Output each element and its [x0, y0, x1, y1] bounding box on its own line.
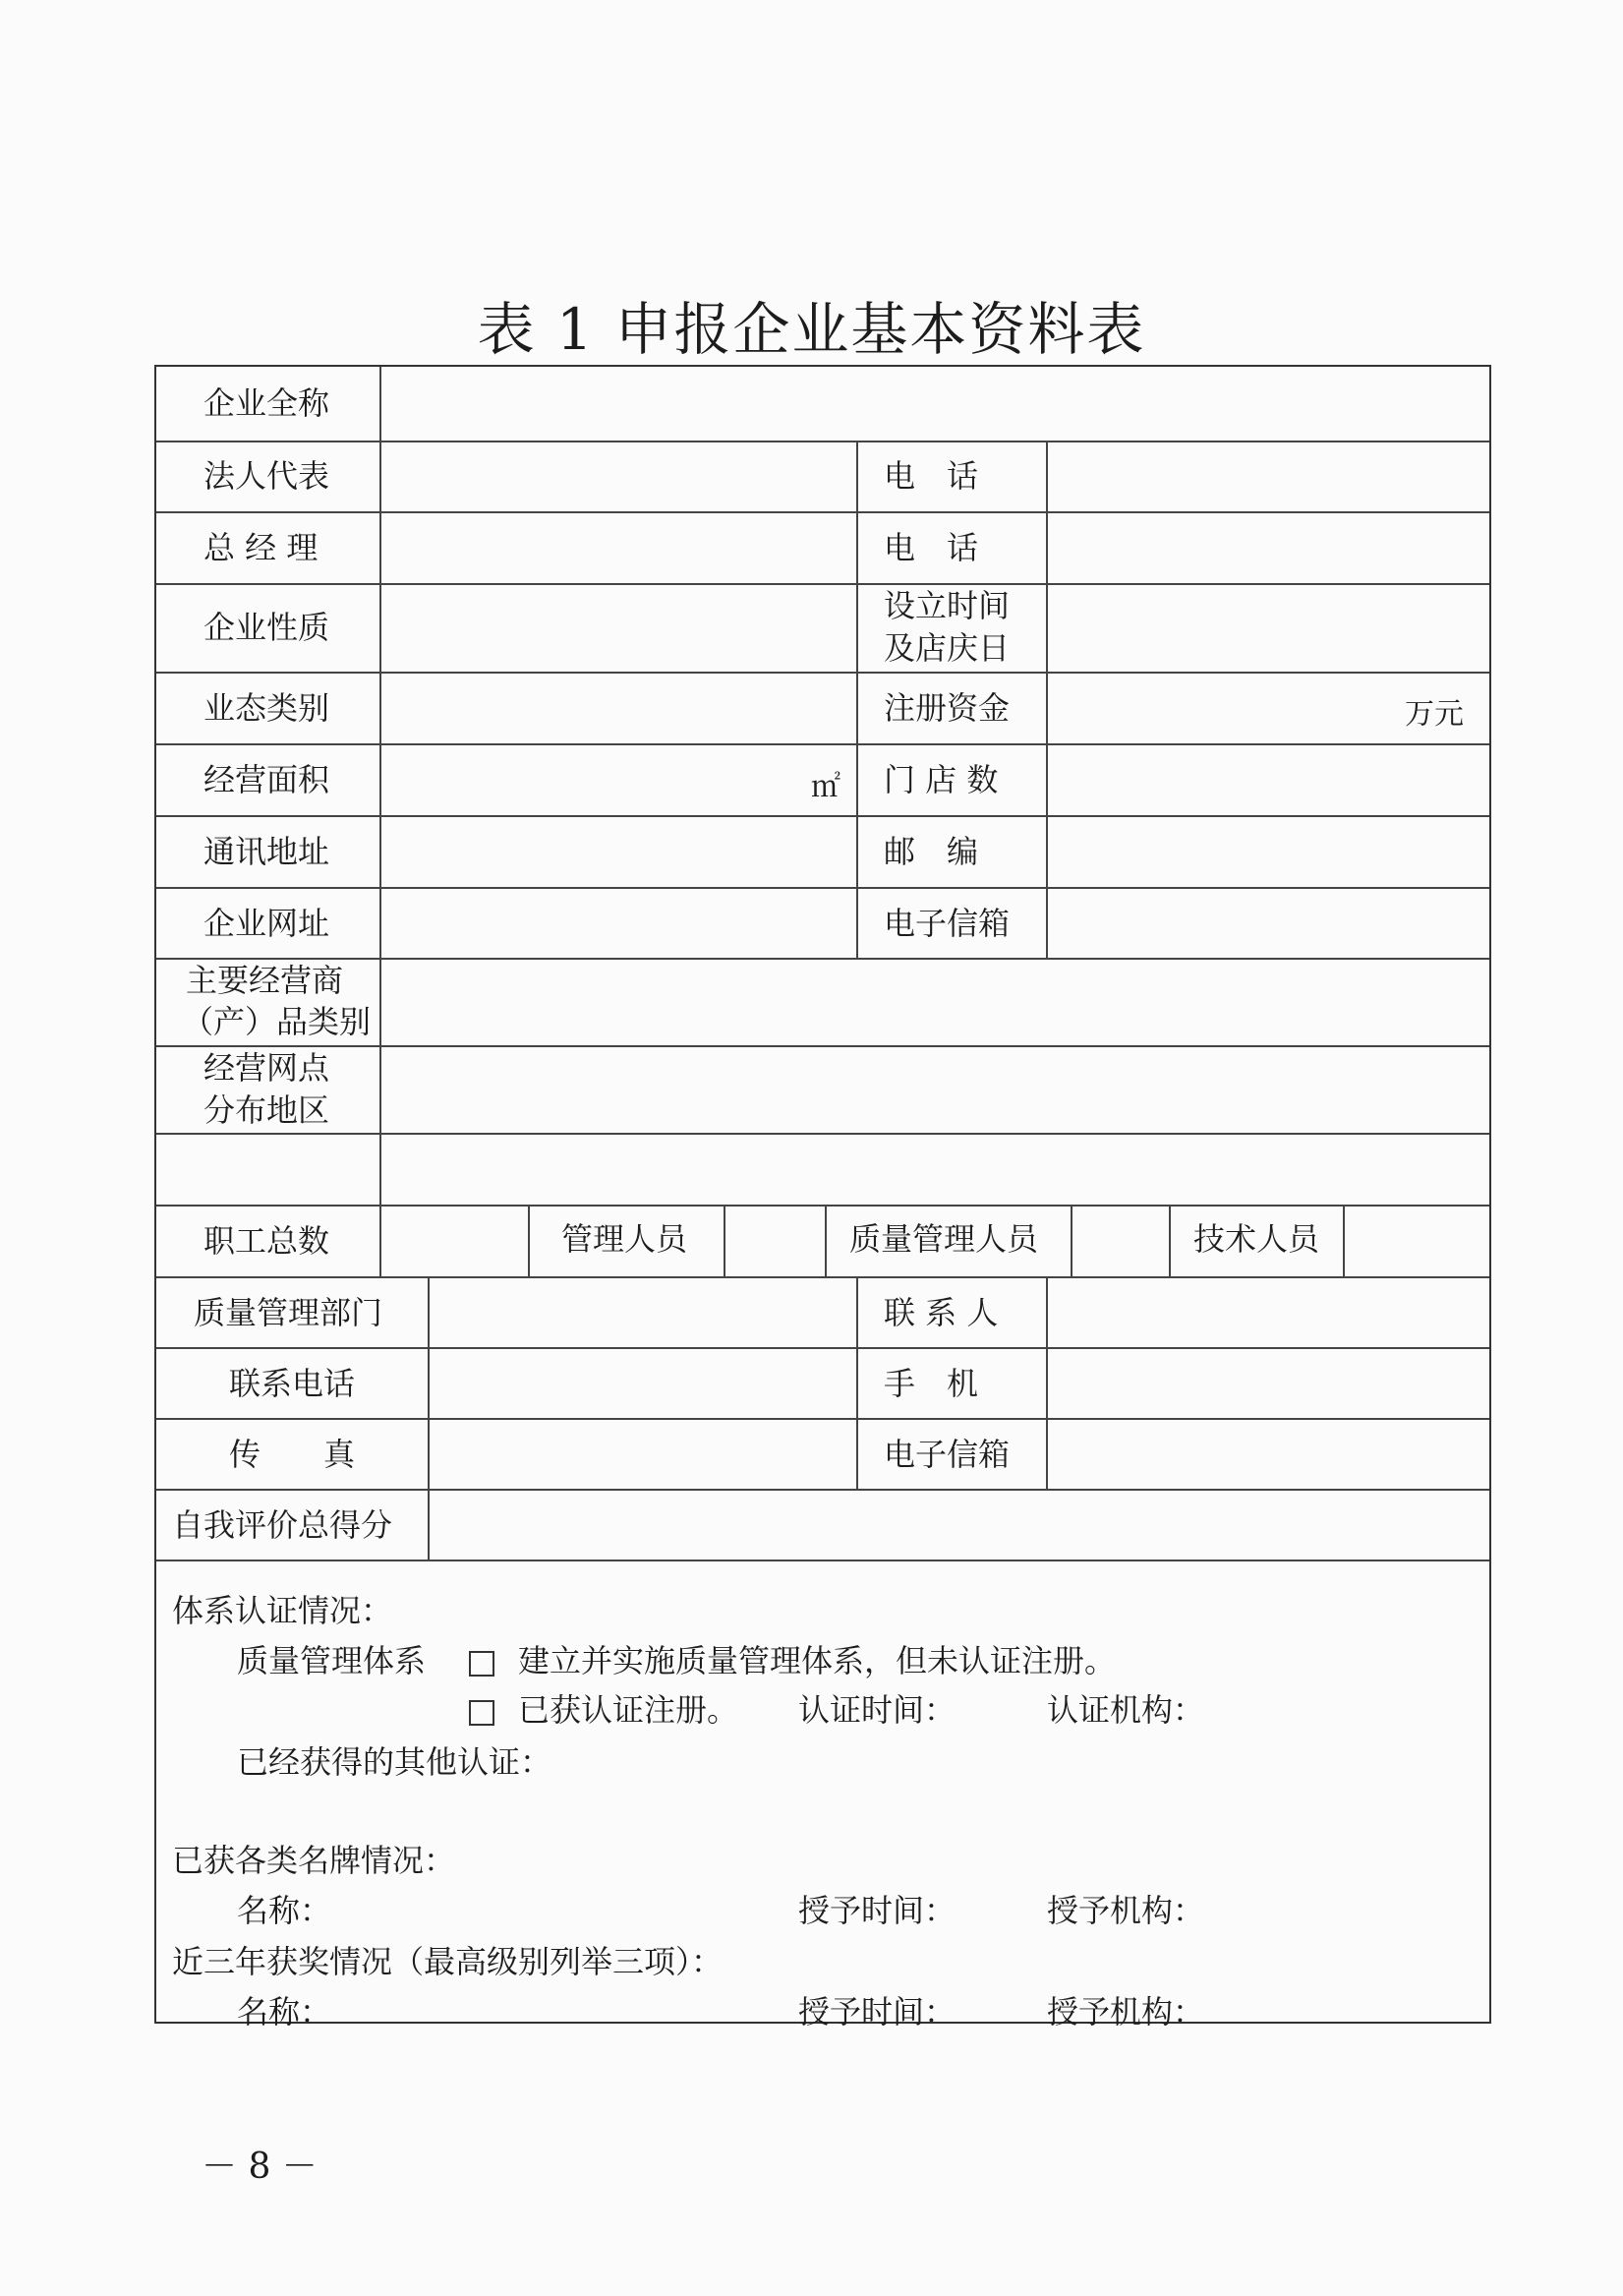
- row-divider: [156, 1347, 1489, 1349]
- col-divider: [825, 1205, 827, 1276]
- brand-time-label: 授予时间：: [798, 1892, 956, 1929]
- form-title: 表 1 申报企业基本资料表: [477, 296, 1146, 363]
- label-quality-staff: 质量管理人员: [849, 1220, 1039, 1258]
- label-store-count: 门 店 数: [884, 761, 999, 798]
- row-divider: [156, 1205, 1489, 1207]
- row-divider: [156, 887, 1489, 889]
- option-certified-text: 已获认证注册。: [518, 1691, 739, 1729]
- label-email: 电子信箱: [884, 905, 1011, 942]
- row-divider: [156, 1276, 1489, 1278]
- application-form-table: [154, 365, 1491, 2031]
- label-network-2: 分布地区: [203, 1091, 330, 1129]
- label-general-manager: 总 经 理: [203, 529, 319, 566]
- row-divider: [156, 958, 1489, 960]
- row-divider: [156, 1489, 1489, 1491]
- cert-time-label: 认证时间：: [798, 1691, 956, 1729]
- label-mailing-address: 通讯地址: [203, 833, 330, 870]
- option-certified: [469, 1685, 738, 1731]
- row-divider: [156, 1418, 1489, 1420]
- label-company-nature: 企业性质: [203, 609, 330, 646]
- awards-heading: 近三年获奖情况（最高级别列举三项）：: [172, 1943, 724, 1980]
- brand-org-label: 授予机构：: [1047, 1892, 1205, 1929]
- row-divider: [156, 743, 1489, 745]
- col-divider: [1046, 441, 1048, 958]
- label-main-products-1: 主要经营商: [186, 962, 344, 999]
- row-divider: [156, 441, 1489, 442]
- label-contact-person: 联 系 人: [884, 1294, 999, 1331]
- label-quality-dept: 质量管理部门: [194, 1294, 383, 1331]
- row-divider: [156, 1133, 1489, 1135]
- label-network-1: 经营网点: [203, 1049, 330, 1087]
- option-not-certified: [469, 1636, 1116, 1681]
- award-org-label: 授予机构：: [1047, 1993, 1205, 2031]
- label-founded-date: 设立时间: [884, 587, 1011, 624]
- col-divider: [724, 1205, 725, 1276]
- label-contact-phone: 联系电话: [229, 1365, 356, 1402]
- checkbox-not-certified[interactable]: [469, 1651, 494, 1677]
- label-company-name: 企业全称: [203, 384, 330, 422]
- brand-name-label: 名称：: [237, 1892, 332, 1929]
- label-registered-capital: 注册资金: [884, 689, 1011, 727]
- label-website: 企业网址: [203, 905, 330, 942]
- option-not-certified-text: 建立并实施质量管理体系，但未认证注册。: [518, 1642, 1117, 1679]
- label-email: 电子信箱: [884, 1436, 1011, 1473]
- capital-unit: 万元: [1405, 697, 1464, 732]
- row-divider: [156, 1045, 1489, 1047]
- label-legal-rep: 法人代表: [203, 457, 330, 495]
- col-divider: [1343, 1205, 1345, 1276]
- checkbox-certified[interactable]: [469, 1700, 494, 1726]
- col-divider: [428, 1489, 430, 1560]
- col-divider: [1071, 1205, 1072, 1276]
- row-divider: [156, 672, 1489, 674]
- row-divider: [156, 583, 1489, 585]
- label-staff-total: 职工总数: [203, 1222, 330, 1260]
- award-name-label: 名称：: [237, 1993, 332, 2031]
- certification-heading: 体系认证情况：: [172, 1592, 393, 1629]
- col-divider: [379, 367, 381, 1205]
- label-self-score: 自我评价总得分: [172, 1506, 393, 1544]
- qms-label: 质量管理体系: [237, 1642, 427, 1679]
- col-divider: [856, 1276, 858, 1489]
- label-phone: 电 话: [884, 529, 979, 566]
- label-managers: 管理人员: [561, 1220, 688, 1258]
- col-divider: [856, 441, 858, 958]
- row-divider: [156, 1560, 1489, 1561]
- award-time-label: 授予时间：: [798, 1993, 956, 2031]
- page-number: － 8 －: [202, 2147, 318, 2187]
- label-business-type: 业态类别: [203, 689, 330, 727]
- col-divider: [428, 1276, 430, 1418]
- label-business-area: 经营面积: [203, 761, 330, 798]
- col-divider: [379, 1205, 381, 1276]
- label-fax: 传 真: [229, 1436, 356, 1473]
- label-postcode: 邮 编: [884, 833, 979, 870]
- label-mobile: 手 机: [884, 1365, 979, 1402]
- col-divider: [528, 1205, 530, 1276]
- row-divider: [156, 815, 1489, 817]
- label-main-products-2: （产）品类别: [182, 1003, 372, 1040]
- label-phone: 电 话: [884, 457, 979, 495]
- col-divider: [1046, 1276, 1048, 1489]
- col-divider: [428, 1418, 430, 1489]
- col-divider: [1169, 1205, 1171, 1276]
- label-anniversary: 及店庆日: [884, 629, 1011, 667]
- cert-org-label: 认证机构：: [1047, 1691, 1205, 1729]
- row-divider: [156, 511, 1489, 513]
- area-unit: ㎡: [811, 770, 840, 804]
- brands-heading: 已获各类名牌情况：: [172, 1842, 456, 1879]
- other-cert-label: 已经获得的其他认证：: [237, 1743, 552, 1781]
- label-tech-staff: 技术人员: [1193, 1220, 1320, 1258]
